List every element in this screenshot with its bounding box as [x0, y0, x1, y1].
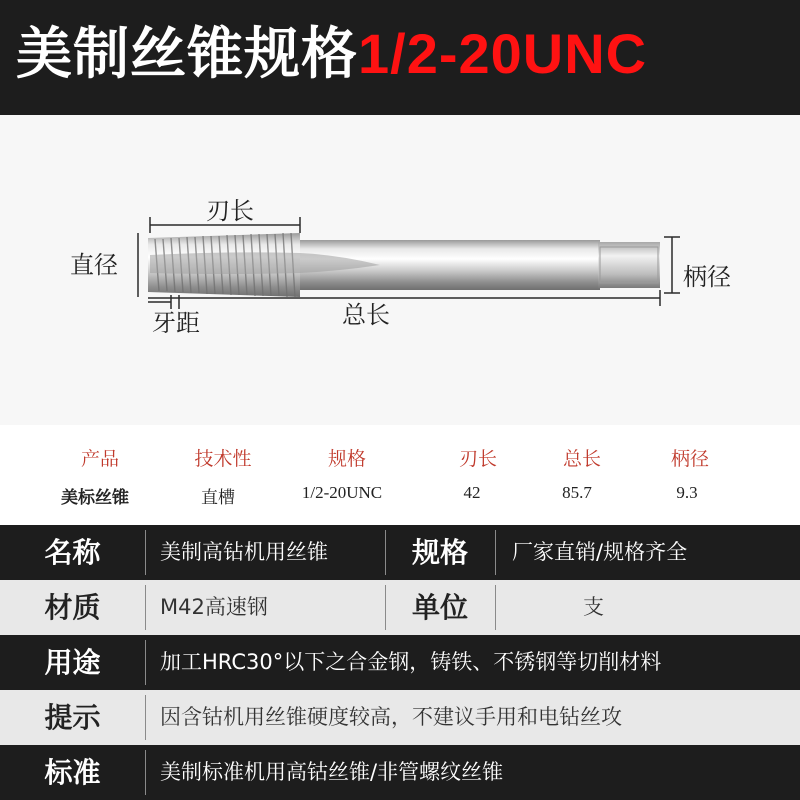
spec-value-total-length: 85.7: [562, 483, 592, 502]
info-label-standard: 标准: [44, 756, 101, 789]
page-title: [16, 18, 647, 91]
title-spec: 1/2-20UNC: [358, 22, 648, 85]
spec-header-spec: 规格: [327, 448, 366, 470]
info-label-material: 材质: [44, 591, 101, 624]
title-text: 美制丝锥规格: [16, 22, 358, 87]
info-value-notice: 因含钴机用丝锥硬度较高，不建议手用和电钻丝攻: [160, 705, 622, 729]
info-value-unit: 支: [583, 595, 604, 619]
header-banner: [0, 0, 800, 115]
info-row-notice: [0, 690, 800, 745]
spec-value-blade-length: 42: [463, 483, 481, 502]
info-label-unit: 单位: [411, 591, 468, 624]
pitch-label: 牙距: [152, 309, 200, 337]
tap-diagram: [0, 115, 800, 425]
spec-header-total-length: 总长: [562, 448, 601, 470]
info-label-name: 名称: [44, 536, 101, 569]
info-value-spec: 厂家直销/规格齐全: [512, 540, 688, 564]
info-value-name: 美制高钻机用丝锥: [160, 540, 328, 564]
shank-diameter-label: 柄径: [683, 263, 731, 291]
pitch-dimension: [148, 295, 179, 309]
info-value-usage: 加工HRC30°以下之合金钢，铸铁、不锈钢等切削材料: [160, 650, 662, 674]
info-row-material: [0, 580, 800, 635]
info-value-standard: 美制标准机用高钴丝锥/非管螺纹丝锥: [160, 760, 504, 784]
info-row-usage: [0, 635, 800, 690]
spec-value-product: 美标丝锥: [61, 488, 129, 508]
spec-value-shank-diameter: 9.3: [676, 483, 698, 502]
spec-value-spec: 1/2-20UNC: [301, 483, 383, 502]
info-label-spec: 规格: [411, 536, 468, 569]
shank-diameter-dimension: [664, 237, 680, 293]
spec-header-product: 产品: [80, 448, 119, 470]
spec-header-technique: 技术性: [194, 448, 252, 470]
spec-header-blade-length: 刃长: [458, 448, 497, 470]
info-label-notice: 提示: [44, 701, 101, 734]
spec-table: [0, 440, 800, 520]
tap-illustration: [0, 115, 800, 425]
info-value-material: M42高速钢: [160, 595, 268, 619]
info-row-name: [0, 525, 800, 580]
info-label-usage: 用途: [44, 646, 101, 679]
tap-square-end: [598, 242, 660, 288]
spec-header-shank-diameter: 柄径: [670, 448, 709, 470]
diameter-label: 直径: [70, 251, 118, 279]
total-length-label: 总长: [342, 301, 390, 329]
product-info-table: [0, 525, 800, 800]
blade-length-label: 刃长: [206, 197, 254, 225]
info-row-standard: [0, 745, 800, 800]
spec-value-technique: 直槽: [201, 488, 235, 507]
